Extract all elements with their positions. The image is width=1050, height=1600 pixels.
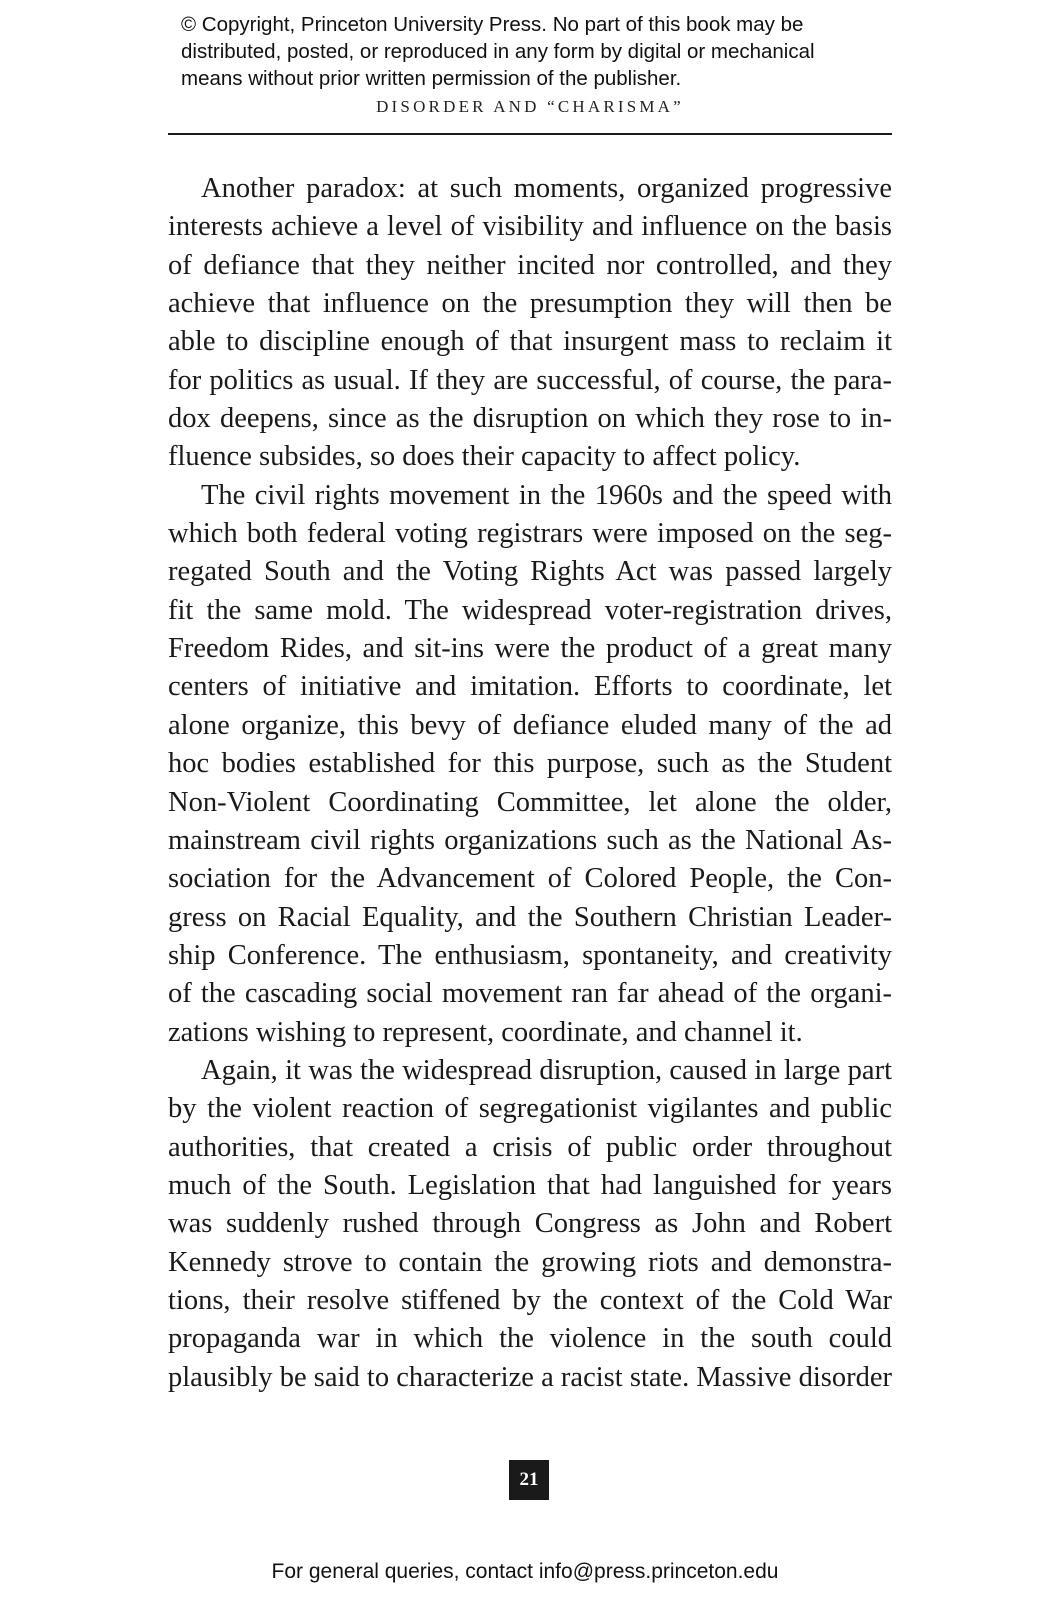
text-line: much of the South. Legislation that had languished for years [168,1169,892,1201]
paragraph-2 [168,477,892,1052]
text-line: interests achieve a level of visibility and influence on the basis [168,211,892,243]
text-line: which both federal voting registrars were imposed on the seg- [168,518,892,550]
text-line: mainstream civil rights organizations such as the National As- [168,824,892,856]
text-line: by the violent reaction of segregationist vigilantes and public [168,1093,892,1125]
text-line: tions, their resolve stiffened by the context of the Cold War [168,1284,892,1316]
copyright-line: distributed, posted, or reproduced in any form by digital or mechanical [181,40,815,63]
text-line: ship Conference. The enthusiasm, spontaneity, and creativity [168,939,892,971]
header-rule [168,133,892,135]
text-line: authorities, that created a crisis of public order throughout [168,1131,892,1163]
text-line: fluence subsides, so does their capacity to affect policy. [168,441,801,473]
text-line: centers of initiative and imitation. Efforts to coordinate, let [168,671,892,703]
text-line: able to discipline enough of that insurgent mass to reclaim it [168,326,892,358]
text-line: fit the same mold. The widespread voter-registration drives, [168,594,892,626]
paragraph-1 [168,170,892,477]
text-line: Non-Violent Coordinating Committee, let alone the older, [168,786,892,818]
text-line: of defiance that they neither incited nor controlled, and they [168,249,892,281]
footer-contact: For general queries, contact info@press.princeton.edu [271,1560,779,1583]
text-line: gress on Racial Equality, and the Southern Christian Leader- [168,901,892,933]
text-line: propaganda war in which the violence in the south could [168,1323,892,1355]
text-line: achieve that influence on the presumption they will then be [168,288,892,320]
text-line: The civil rights movement in the 1960s and the speed with [201,479,892,511]
copyright-line: © Copyright, Princeton University Press. No part of this book may be [181,13,804,36]
text-line: regated South and the Voting Rights Act was passed largely [168,556,892,588]
page-number: 21 [509,1460,549,1500]
paragraph-3 [168,1052,892,1397]
text-line: sociation for the Advancement of Colored People, the Con- [168,863,892,895]
text-line: plausibly be said to characterize a racist state. Massive disorder [168,1361,892,1393]
text-line: Again, it was the widespread disruption, caused in large part [201,1054,892,1086]
copyright-line: means without prior written permission of the publisher. [181,67,682,90]
text-line: dox deepens, since as the disruption on which they rose to in- [168,403,892,435]
text-line: hoc bodies established for this purpose, such as the Student [168,748,892,780]
text-line: of the cascading social movement ran far ahead of the organi- [168,978,892,1010]
text-line: zations wishing to represent, coordinate, and channel it. [168,1016,803,1048]
body-text [168,170,892,1397]
text-line: was suddenly rushed through Congress as John and Robert [168,1208,892,1240]
text-line: Kennedy strove to contain the growing riots and demonstra- [168,1246,892,1278]
text-line: Another paradox: at such moments, organized progressive [201,173,892,204]
text-line: for politics as usual. If they are successful, of course, the para- [168,364,892,396]
running-head: DISORDER AND “CHARISMA” [376,97,684,116]
text-line: Freedom Rides, and sit-ins were the product of a great many [168,633,892,665]
copyright-notice [181,11,901,92]
text-line: alone organize, this bevy of defiance eluded many of the ad [168,709,892,741]
